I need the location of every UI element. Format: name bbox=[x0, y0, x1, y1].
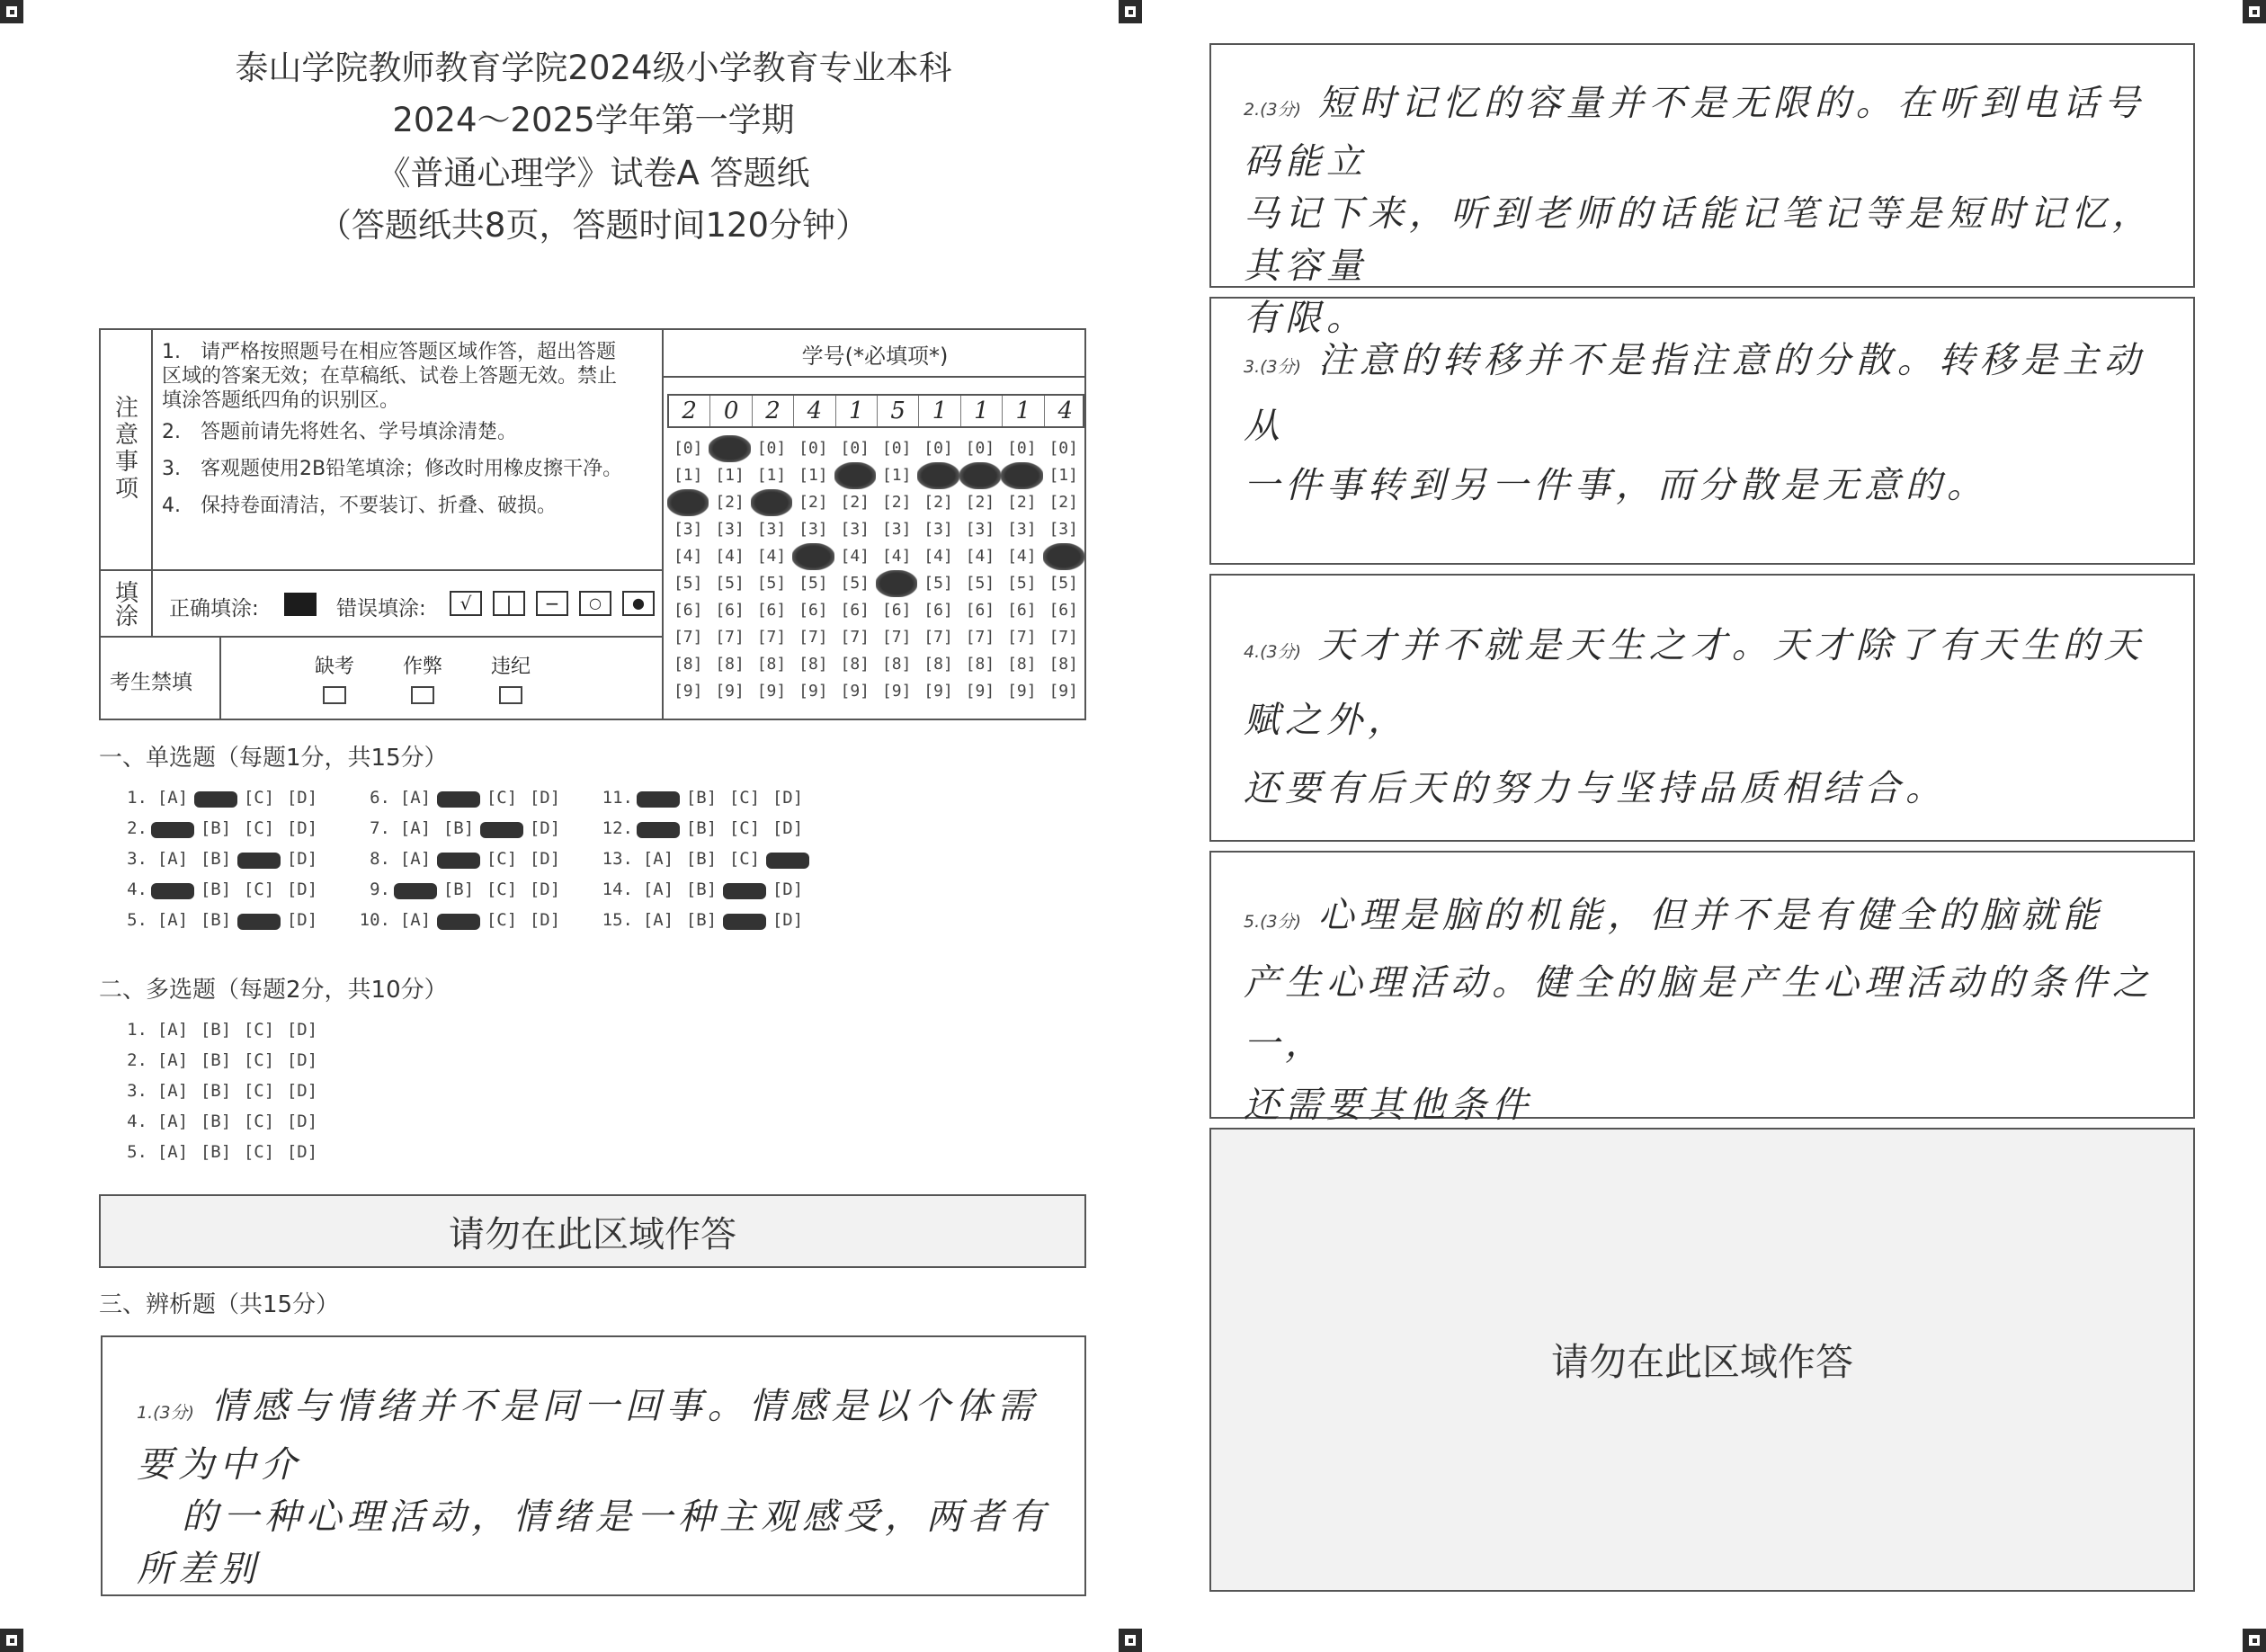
corner-marker-bl bbox=[0, 1629, 23, 1652]
section1-questions bbox=[110, 788, 829, 941]
id-bubble[interactable]: [9] bbox=[1048, 682, 1078, 701]
id-bubble[interactable]: [5] bbox=[715, 574, 745, 593]
id-bubble[interactable]: [5] bbox=[1007, 574, 1037, 593]
question-number: 4. bbox=[127, 1112, 147, 1131]
choice-bubble[interactable]: [B] bbox=[685, 849, 718, 869]
choice-bubble[interactable]: [C] bbox=[486, 849, 518, 869]
id-bubble[interactable]: [7] bbox=[881, 628, 912, 647]
id-bubble[interactable]: [8] bbox=[965, 655, 995, 674]
choice-bubble[interactable]: [D] bbox=[286, 1050, 318, 1070]
choice-bubble[interactable]: [B] bbox=[200, 1020, 232, 1040]
choice-bubble[interactable] bbox=[723, 914, 766, 930]
question-number: 5. bbox=[127, 910, 147, 930]
choice-bubble[interactable]: [C] bbox=[243, 1050, 275, 1070]
question-number: 7. bbox=[370, 818, 390, 838]
choice-row bbox=[110, 1112, 469, 1142]
choice-bubble[interactable]: [D] bbox=[529, 880, 561, 899]
choice-bubble[interactable]: [C] bbox=[728, 788, 761, 808]
choice-bubble[interactable]: [B] bbox=[685, 788, 718, 808]
corner-marker-tm bbox=[1119, 0, 1142, 23]
id-bubble[interactable]: [6] bbox=[923, 601, 953, 620]
choice-bubble[interactable]: [B] bbox=[200, 910, 232, 930]
wrong-mark-dash: − bbox=[536, 591, 568, 616]
id-bubble[interactable]: [8] bbox=[715, 655, 745, 674]
notice-list bbox=[162, 340, 629, 518]
cheat-checkbox[interactable] bbox=[411, 686, 434, 704]
id-bubble[interactable]: [1] bbox=[798, 466, 828, 485]
choice-bubble[interactable]: [C] bbox=[243, 1081, 275, 1101]
id-bubble[interactable]: [3] bbox=[881, 520, 912, 539]
wrong-mark-dot: ● bbox=[622, 591, 655, 616]
choice-bubble[interactable]: [A] bbox=[156, 1050, 189, 1070]
choice-row bbox=[352, 849, 566, 869]
id-bubble[interactable]: [4] bbox=[923, 547, 953, 566]
id-written-digit: 2 bbox=[669, 396, 710, 426]
choice-row bbox=[352, 880, 566, 899]
choice-bubble[interactable]: [A] bbox=[399, 818, 432, 838]
id-bubble[interactable]: [4] bbox=[756, 547, 787, 566]
id-bubble[interactable]: [0] bbox=[1048, 439, 1078, 458]
choice-bubble[interactable]: [D] bbox=[529, 818, 561, 838]
id-bubble[interactable]: [9] bbox=[715, 682, 745, 701]
id-bubble[interactable] bbox=[917, 462, 959, 489]
choice-bubble[interactable]: [B] bbox=[685, 818, 718, 838]
id-bubble[interactable]: [2] bbox=[965, 493, 995, 512]
choice-bubble[interactable]: [B] bbox=[200, 1050, 232, 1070]
choice-row bbox=[595, 910, 809, 930]
id-bubble[interactable]: [4] bbox=[1007, 547, 1037, 566]
answer-line: 天才并不就是天生之才。天才除了有天生的天赋之外， bbox=[1244, 625, 2146, 741]
wrong-mark-circle: ○ bbox=[579, 591, 611, 616]
notice-item: 4. 保持卷面清洁，不要装订、折叠、破损。 bbox=[162, 495, 557, 517]
id-bubble[interactable]: [4] bbox=[840, 547, 870, 566]
id-bubble[interactable]: [1] bbox=[881, 466, 912, 485]
id-bubble[interactable]: [5] bbox=[923, 574, 953, 593]
answer-line: 短时记忆的容量并不是无限的。在听到电话号码能立 bbox=[1244, 83, 2146, 183]
choice-bubble[interactable] bbox=[151, 883, 194, 899]
answer-line: 还需要其他条件 bbox=[1244, 1085, 1533, 1126]
id-bubble[interactable] bbox=[834, 462, 876, 489]
choice-bubble[interactable]: [B] bbox=[200, 1142, 232, 1162]
section3-title: 三、辨析题（共15分） bbox=[99, 1291, 340, 1318]
choice-row bbox=[595, 880, 809, 899]
choice-bubble[interactable]: [B] bbox=[200, 818, 232, 838]
choice-bubble[interactable]: [B] bbox=[442, 880, 475, 899]
question-tag: 1.(3分) bbox=[137, 1403, 195, 1423]
choice-bubble[interactable]: [A] bbox=[642, 910, 674, 930]
choice-bubble[interactable]: [D] bbox=[529, 910, 561, 930]
id-bubble[interactable] bbox=[1043, 543, 1084, 570]
id-bubble[interactable]: [3] bbox=[840, 520, 870, 539]
question-number: 4. bbox=[127, 880, 147, 899]
id-bubble[interactable]: [5] bbox=[673, 574, 703, 593]
header-line4: （答题纸共8页，答题时间120分钟） bbox=[317, 206, 870, 245]
id-bubble[interactable]: [9] bbox=[840, 682, 870, 701]
choice-bubble[interactable]: [C] bbox=[486, 788, 518, 808]
id-bubble[interactable]: [6] bbox=[798, 601, 828, 620]
choice-bubble[interactable]: [B] bbox=[685, 910, 718, 930]
exam-opts bbox=[306, 651, 540, 704]
id-bubble[interactable]: [1] bbox=[673, 466, 703, 485]
question-number: 9. bbox=[370, 880, 390, 899]
id-bubble[interactable]: [5] bbox=[756, 574, 787, 593]
id-bubble[interactable]: [3] bbox=[715, 520, 745, 539]
choice-bubble[interactable]: [A] bbox=[642, 880, 674, 899]
id-bubble[interactable]: [8] bbox=[798, 655, 828, 674]
id-bubble[interactable]: [0] bbox=[1007, 439, 1037, 458]
question-number: 5. bbox=[127, 1142, 147, 1162]
choice-bubble[interactable]: [A] bbox=[156, 788, 189, 808]
question-number: 8. bbox=[370, 849, 390, 869]
id-bubble[interactable] bbox=[959, 462, 1001, 489]
question-number: 15. bbox=[602, 910, 633, 930]
wrong-mark-bar: | bbox=[493, 591, 525, 616]
question-number: 14. bbox=[602, 880, 633, 899]
id-bubble[interactable]: [5] bbox=[840, 574, 870, 593]
id-bubble[interactable]: [1] bbox=[756, 466, 787, 485]
choice-bubble[interactable]: [A] bbox=[399, 910, 432, 930]
id-written-digit: 5 bbox=[878, 396, 919, 426]
question-number: 3. bbox=[127, 1081, 147, 1101]
choice-bubble[interactable]: [D] bbox=[772, 818, 804, 838]
choice-bubble[interactable]: [D] bbox=[529, 788, 561, 808]
id-bubble[interactable]: [0] bbox=[840, 439, 870, 458]
id-bubble[interactable]: [8] bbox=[673, 655, 703, 674]
choice-row bbox=[595, 788, 809, 808]
id-bubble[interactable]: [7] bbox=[840, 628, 870, 647]
question-number: 2. bbox=[127, 818, 147, 838]
choice-row bbox=[352, 818, 566, 838]
choice-bubble[interactable]: [A] bbox=[156, 1081, 189, 1101]
section2-questions bbox=[110, 1020, 469, 1173]
id-written-digit: 1 bbox=[919, 396, 960, 426]
id-bubble[interactable]: [7] bbox=[965, 628, 995, 647]
id-bubble[interactable] bbox=[1001, 462, 1042, 489]
id-bubble[interactable]: [2] bbox=[798, 493, 828, 512]
corner-marker-br bbox=[2243, 1629, 2266, 1652]
choice-bubble[interactable]: [A] bbox=[156, 1020, 189, 1040]
question-number: 3. bbox=[127, 849, 147, 869]
choice-bubble[interactable]: [D] bbox=[286, 1112, 318, 1131]
id-written-digit: 1 bbox=[836, 396, 878, 426]
id-bubble[interactable]: [8] bbox=[840, 655, 870, 674]
id-bubble[interactable]: [7] bbox=[756, 628, 787, 647]
choice-row bbox=[110, 1020, 469, 1050]
header-line3: 《普通心理学》试卷A 答题纸 bbox=[377, 154, 810, 192]
choice-row bbox=[110, 849, 324, 869]
choice-row bbox=[110, 910, 324, 930]
id-bubble[interactable]: [9] bbox=[798, 682, 828, 701]
choice-bubble[interactable]: [C] bbox=[243, 880, 275, 899]
fill-label: 填涂 bbox=[111, 580, 138, 627]
id-bubble[interactable]: [2] bbox=[923, 493, 953, 512]
id-written-digit: 4 bbox=[794, 396, 835, 426]
question-number: 12. bbox=[602, 818, 633, 838]
question-number: 1. bbox=[127, 1020, 147, 1040]
corner-marker-bm bbox=[1119, 1629, 1142, 1652]
correct-fill-sample bbox=[284, 593, 317, 616]
id-bubble[interactable]: [5] bbox=[965, 574, 995, 593]
id-bubble[interactable]: [7] bbox=[1048, 628, 1078, 647]
answer-line: 马记下来，听到老师的话能记笔记等是短时记忆，其容量 bbox=[1244, 193, 2154, 287]
student-id-bubbles bbox=[667, 435, 1084, 705]
id-bubble[interactable]: [8] bbox=[1048, 655, 1078, 674]
id-bubble[interactable] bbox=[667, 489, 709, 516]
id-bubble[interactable] bbox=[709, 435, 750, 462]
answer-line: 心理是脑的机能，但并不是有健全的脑就能 bbox=[1317, 895, 2104, 936]
choice-bubble[interactable]: [A] bbox=[399, 788, 432, 808]
choice-bubble[interactable]: [C] bbox=[243, 788, 275, 808]
question-number: 2. bbox=[127, 1050, 147, 1070]
wrong-fill-label: 错误填涂: bbox=[336, 597, 426, 621]
answer-line: 注意的转移并不是指注意的分散。转移是主动从 bbox=[1244, 340, 2146, 447]
choice-bubble[interactable]: [C] bbox=[728, 818, 761, 838]
choice-row bbox=[110, 1050, 469, 1081]
cheat-label: 作弊 bbox=[402, 656, 442, 678]
answer-line: 产生心理活动。健全的脑是产生心理活动的条件之一， bbox=[1244, 962, 2154, 1065]
choice-bubble[interactable]: [C] bbox=[728, 849, 761, 869]
notice-item: 1. 请严格按照题号在相应答题区域作答，超出答题区域的答案无效；在草稿纸、试卷上答题无效。禁止填涂答题纸四角的识别区。 bbox=[162, 341, 618, 412]
id-bubble[interactable]: [3] bbox=[798, 520, 828, 539]
notice-item: 2. 答题前请先将姓名、学号填涂清楚。 bbox=[162, 421, 517, 443]
question-tag: 4.(3分) bbox=[1244, 642, 1302, 662]
id-bubble[interactable]: [2] bbox=[840, 493, 870, 512]
choice-bubble[interactable]: [C] bbox=[243, 1142, 275, 1162]
choice-bubble[interactable] bbox=[437, 853, 480, 869]
id-bubble[interactable]: [6] bbox=[840, 601, 870, 620]
violation-label: 违纪 bbox=[490, 656, 531, 678]
id-bubble[interactable]: [9] bbox=[1007, 682, 1037, 701]
choice-bubble[interactable]: [C] bbox=[486, 880, 518, 899]
id-bubble[interactable]: [3] bbox=[673, 520, 703, 539]
header-line1: 泰山学院教师教育学院2024级小学教育专业本科 bbox=[235, 49, 952, 87]
id-bubble[interactable]: [8] bbox=[1007, 655, 1037, 674]
id-bubble[interactable]: [8] bbox=[881, 655, 912, 674]
choice-bubble[interactable]: [D] bbox=[286, 1081, 318, 1101]
choice-bubble[interactable]: [C] bbox=[243, 1020, 275, 1040]
choice-bubble[interactable]: [D] bbox=[286, 910, 318, 930]
correct-fill-label: 正确填涂: bbox=[169, 597, 259, 621]
answer-line: 有限。 bbox=[1244, 298, 1368, 339]
corner-marker-tr bbox=[2243, 0, 2266, 23]
choice-row bbox=[595, 818, 809, 838]
id-bubble[interactable]: [7] bbox=[1007, 628, 1037, 647]
choice-bubble[interactable]: [D] bbox=[286, 818, 318, 838]
id-bubble[interactable]: [3] bbox=[756, 520, 787, 539]
id-bubble[interactable]: [3] bbox=[923, 520, 953, 539]
id-bubble[interactable]: [9] bbox=[756, 682, 787, 701]
choice-bubble[interactable] bbox=[637, 791, 680, 808]
choice-bubble[interactable]: [D] bbox=[772, 788, 804, 808]
question-number: 1. bbox=[127, 788, 147, 808]
answer-line: 情感与情绪并不是同一回事。情感是以个体需要为中介 bbox=[137, 1386, 1039, 1486]
id-bubble[interactable]: [2] bbox=[715, 493, 745, 512]
id-bubble[interactable]: [5] bbox=[1048, 574, 1078, 593]
choice-bubble[interactable] bbox=[151, 822, 194, 838]
no-answer-label: 请勿在此区域作答 bbox=[1550, 1340, 1853, 1384]
question-number: 13. bbox=[602, 849, 633, 869]
choice-bubble[interactable]: [A] bbox=[399, 849, 432, 869]
id-bubble[interactable]: [6] bbox=[1007, 601, 1037, 620]
choice-bubble[interactable] bbox=[437, 791, 480, 808]
id-bubble[interactable]: [8] bbox=[923, 655, 953, 674]
choice-bubble[interactable]: [D] bbox=[286, 1020, 318, 1040]
choice-row bbox=[352, 788, 566, 808]
exam-staff-label: 考生禁填 bbox=[110, 671, 192, 694]
choice-bubble[interactable] bbox=[194, 791, 237, 808]
question-number: 10. bbox=[359, 910, 390, 930]
id-bubble[interactable]: [9] bbox=[881, 682, 912, 701]
choice-bubble[interactable]: [D] bbox=[286, 849, 318, 869]
choice-bubble[interactable]: [C] bbox=[486, 910, 518, 930]
id-bubble[interactable]: [6] bbox=[965, 601, 995, 620]
id-written-digit: 0 bbox=[710, 396, 752, 426]
id-bubble[interactable] bbox=[751, 489, 792, 516]
violation-checkbox[interactable] bbox=[499, 686, 522, 704]
id-bubble[interactable]: [6] bbox=[673, 601, 703, 620]
choice-bubble[interactable]: [D] bbox=[286, 788, 318, 808]
choice-bubble[interactable] bbox=[237, 853, 281, 869]
id-bubble[interactable]: [0] bbox=[756, 439, 787, 458]
choice-bubble[interactable]: [A] bbox=[156, 1112, 189, 1131]
choice-bubble[interactable] bbox=[766, 853, 809, 869]
choice-row bbox=[595, 849, 809, 869]
choice-bubble[interactable] bbox=[480, 822, 523, 838]
answer-box-4[interactable] bbox=[1209, 574, 2195, 842]
notice-item: 3. 客观题使用2B铅笔填涂；修改时用橡皮擦干净。 bbox=[162, 458, 623, 480]
choice-row bbox=[110, 788, 324, 808]
id-bubble[interactable]: [7] bbox=[715, 628, 745, 647]
choice-bubble[interactable]: [B] bbox=[200, 880, 232, 899]
choice-bubble[interactable]: [A] bbox=[156, 910, 189, 930]
id-bubble[interactable]: [2] bbox=[881, 493, 912, 512]
answer-box-3[interactable] bbox=[1209, 297, 2195, 565]
id-written-digit: 1 bbox=[1003, 396, 1044, 426]
answer-box-5[interactable] bbox=[1209, 851, 2195, 1126]
id-bubble[interactable]: [3] bbox=[965, 520, 995, 539]
answer-line: 还要有后天的努力与坚持品质相结合。 bbox=[1244, 768, 1947, 809]
choice-bubble[interactable] bbox=[637, 822, 680, 838]
choice-row bbox=[110, 1081, 469, 1112]
id-bubble[interactable]: [6] bbox=[1048, 601, 1078, 620]
choice-bubble[interactable]: [B] bbox=[200, 849, 232, 869]
no-answer-zone-right bbox=[1209, 1128, 2195, 1592]
id-bubble[interactable]: [6] bbox=[881, 601, 912, 620]
id-bubble[interactable]: [1] bbox=[715, 466, 745, 485]
choice-bubble[interactable]: [A] bbox=[642, 849, 674, 869]
id-bubble[interactable]: [4] bbox=[673, 547, 703, 566]
question-tag: 2.(3分) bbox=[1244, 100, 1302, 120]
choice-bubble[interactable]: [C] bbox=[243, 818, 275, 838]
id-bubble[interactable]: [0] bbox=[923, 439, 953, 458]
id-bubble[interactable]: [9] bbox=[673, 682, 703, 701]
choice-bubble[interactable] bbox=[437, 914, 480, 930]
choice-bubble[interactable]: [D] bbox=[772, 910, 804, 930]
choice-bubble[interactable]: [D] bbox=[286, 880, 318, 899]
id-bubble[interactable]: [9] bbox=[965, 682, 995, 701]
id-bubble[interactable]: [9] bbox=[923, 682, 953, 701]
absent-label: 缺考 bbox=[314, 656, 354, 678]
choice-bubble[interactable]: [B] bbox=[685, 880, 718, 899]
choice-bubble[interactable]: [D] bbox=[286, 1142, 318, 1162]
id-bubble[interactable]: [7] bbox=[673, 628, 703, 647]
id-bubble[interactable]: [2] bbox=[1048, 493, 1078, 512]
id-bubble[interactable]: [7] bbox=[923, 628, 953, 647]
wrong-mark-check: √ bbox=[450, 591, 482, 616]
id-bubble[interactable]: [0] bbox=[673, 439, 703, 458]
answer-line: 的一种心理活动，情绪是一种主观感受，两者有所差别 bbox=[137, 1496, 1050, 1590]
id-bubble[interactable]: [3] bbox=[1007, 520, 1037, 539]
section1-title: 一、单选题（每题1分，共15分） bbox=[99, 745, 448, 772]
id-bubble[interactable]: [6] bbox=[756, 601, 787, 620]
id-bubble[interactable]: [4] bbox=[715, 547, 745, 566]
absent-checkbox[interactable] bbox=[323, 686, 346, 704]
student-id-written bbox=[667, 394, 1084, 428]
id-bubble[interactable] bbox=[792, 543, 834, 570]
id-bubble[interactable]: [6] bbox=[715, 601, 745, 620]
section2-title: 二、多选题（每题2分，共10分） bbox=[99, 977, 448, 1004]
student-id-title: 学号(*必填项*) bbox=[801, 344, 949, 369]
question-number: 6. bbox=[370, 788, 390, 808]
choice-row bbox=[110, 880, 324, 899]
id-written-digit: 1 bbox=[961, 396, 1003, 426]
id-bubble[interactable]: [8] bbox=[756, 655, 787, 674]
id-bubble[interactable] bbox=[876, 570, 917, 597]
answer-box-1[interactable] bbox=[101, 1335, 1086, 1596]
choice-bubble[interactable] bbox=[723, 883, 766, 899]
choice-bubble[interactable] bbox=[394, 883, 437, 899]
id-bubble[interactable]: [0] bbox=[965, 439, 995, 458]
id-bubble[interactable]: [1] bbox=[1048, 466, 1078, 485]
id-bubble[interactable]: [7] bbox=[798, 628, 828, 647]
id-bubble[interactable]: [0] bbox=[798, 439, 828, 458]
id-bubble[interactable]: [4] bbox=[881, 547, 912, 566]
notice-label: 注意事项 bbox=[111, 395, 138, 503]
choice-bubble[interactable]: [D] bbox=[529, 849, 561, 869]
question-number: 11. bbox=[602, 788, 633, 808]
choice-bubble[interactable]: [B] bbox=[442, 818, 475, 838]
choice-bubble[interactable]: [A] bbox=[156, 1142, 189, 1162]
id-bubble[interactable]: [3] bbox=[1048, 520, 1078, 539]
choice-bubble[interactable]: [B] bbox=[200, 1112, 232, 1131]
choice-bubble[interactable]: [D] bbox=[772, 880, 804, 899]
choice-bubble[interactable]: [A] bbox=[156, 849, 189, 869]
no-answer-zone-left bbox=[99, 1194, 1086, 1268]
answer-box-2[interactable] bbox=[1209, 43, 2195, 339]
header-line2: 2024～2025学年第一学期 bbox=[392, 101, 795, 139]
question-tag: 5.(3分) bbox=[1244, 912, 1302, 932]
choice-bubble[interactable]: [B] bbox=[200, 1081, 232, 1101]
id-bubble[interactable]: [2] bbox=[1007, 493, 1037, 512]
id-written-digit: 4 bbox=[1057, 397, 1073, 424]
id-bubble[interactable]: [5] bbox=[798, 574, 828, 593]
id-bubble[interactable]: [0] bbox=[881, 439, 912, 458]
choice-bubble[interactable]: [C] bbox=[243, 1112, 275, 1131]
choice-row bbox=[110, 1142, 469, 1173]
choice-row bbox=[352, 910, 566, 930]
choice-bubble[interactable] bbox=[237, 914, 281, 930]
id-written-digit: 2 bbox=[753, 396, 794, 426]
wrong-fill-samples bbox=[450, 591, 655, 616]
answer-line: 一件事转到另一件事，而分散是无意的。 bbox=[1244, 465, 1988, 506]
no-answer-label: 请勿在此区域作答 bbox=[449, 1213, 736, 1255]
question-tag: 3.(3分) bbox=[1244, 357, 1302, 377]
corner-marker-tl bbox=[0, 0, 23, 23]
id-bubble[interactable]: [4] bbox=[965, 547, 995, 566]
choice-row bbox=[110, 818, 324, 838]
